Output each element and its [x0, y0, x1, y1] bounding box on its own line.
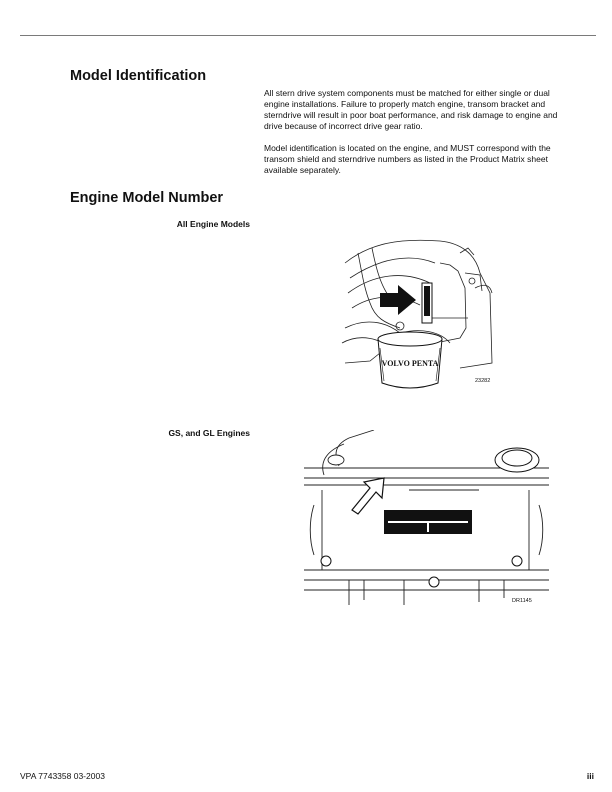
- gs-gl-engines-label: GS, and GL Engines: [168, 428, 250, 438]
- model-identification-paragraph-2: Model identification is located on the engine, and MUST correspond with the transom shield and sterndrive numbers as listed in the Product Matrix sheet available separately.: [264, 143, 551, 175]
- figure-number-23282: 23282: [475, 378, 491, 384]
- all-engine-models-label: All Engine Models: [176, 219, 250, 229]
- figure-gs-gl-engines: [304, 430, 549, 610]
- model-identification-heading: Model Identification: [70, 68, 207, 84]
- model-identification-paragraph-1: All stern drive system components must be matched for either single or dual engine installations. Failure to properly match engine, transom bracket and sterndrive will result in poor boat performance, and risk damage to engine and drive because of incorrect drive gear ratio.: [264, 88, 558, 131]
- volvo-penta-logo: VOLVO PENTA: [381, 359, 439, 368]
- figure-all-engine-models: [340, 233, 500, 393]
- header-rule: [20, 35, 596, 36]
- engine-model-number-heading: Engine Model Number: [70, 190, 224, 206]
- figure-number-dr1145: DR1145: [512, 598, 532, 604]
- footer-doc-id: VPA 7743358 03-2003: [20, 771, 105, 781]
- footer-page-number: iii: [586, 771, 594, 781]
